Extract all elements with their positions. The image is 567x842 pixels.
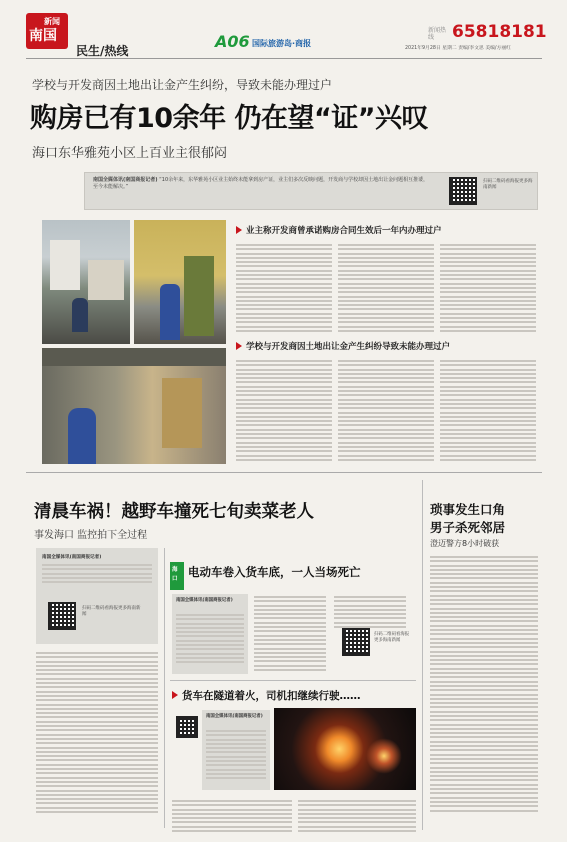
section-heading-1	[236, 224, 536, 236]
lead-subhead: 海口东华雅苑小区上百业主很郁闷	[32, 146, 228, 161]
story4-summary-box	[202, 710, 270, 790]
story3-body-col2	[334, 594, 406, 630]
triangle-marker-icon	[236, 226, 242, 234]
story2-headline: 清晨车祸！越野车撞死七旬卖菜老人	[34, 502, 314, 522]
story4-body-col1	[172, 798, 292, 834]
summary-byline: 南国全媒体讯(南国商报记者)	[93, 177, 158, 183]
page-number: A06	[215, 32, 250, 51]
lead-qr-code	[449, 177, 477, 205]
lead-body-col1	[236, 242, 332, 336]
story4-qr-code	[176, 716, 198, 738]
section-heading-2	[236, 340, 536, 352]
story3-qr-caption: 扫码二维码看海报更多海南新闻	[374, 632, 410, 643]
section-label: 民生/热线	[76, 44, 129, 58]
triangle-marker-icon	[236, 342, 242, 350]
page-topic: 国际旅游岛·商报	[252, 39, 312, 48]
story5-headline-line1: 琐事发生口角	[430, 502, 506, 517]
story3-badge	[170, 562, 184, 590]
lead-body-col4	[236, 358, 332, 464]
story3-headline: 电动车卷入货车底，一人当场死亡	[188, 565, 361, 579]
lead-photo-building	[134, 220, 226, 344]
story3-body-col1	[254, 594, 326, 674]
story4-photo-fire	[274, 708, 416, 790]
section-heading-2-text: 学校与开发商因土地出让金产生纠纷导致未能办理过户	[246, 342, 451, 352]
newspaper-logo	[26, 13, 68, 49]
story2-subhead: 事发海口 监控拍下全过程	[34, 530, 148, 541]
lead-kicker: 学校与开发商因土地出让金产生纠纷，导致未能办理过户	[32, 78, 333, 92]
column-divider-2	[422, 480, 423, 830]
lead-body-col3	[440, 242, 536, 336]
lead-photo-corridor	[42, 348, 226, 464]
story3-summary-box	[172, 594, 248, 674]
section-heading-1-text: 业主称开发商曾承诺购房合同生效后一年内办理过户	[246, 226, 442, 236]
triangle-marker-icon	[172, 691, 178, 699]
lead-summary-box	[84, 172, 538, 210]
masthead-divider	[26, 58, 542, 59]
story4-headline: 货车在隧道着火，司机扣继续行驶……	[182, 690, 361, 702]
story5-headline-line2: 男子杀死邻居	[430, 520, 506, 535]
story3-qr-code	[342, 628, 370, 656]
hotline-label: 新闻热线	[428, 27, 447, 41]
story2-summary-box	[36, 548, 158, 644]
story2-qr-code	[48, 602, 76, 630]
story2-body	[36, 650, 158, 822]
story3-badge-text: 海口	[172, 567, 178, 582]
lead-headline: 购房已有10余年 仍在望“证”兴叹	[30, 103, 428, 134]
masthead	[0, 0, 567, 62]
story3-byline: 南国全媒体讯(南国商报记者)	[176, 598, 233, 603]
logo-main-text: 南国	[29, 28, 57, 44]
summary-body: “10余年来，东华雅苑小区业主始终未能拿到房产证，业主们多次反映问题，开发商与学校却因土地出让金问题相互推诿，至今未能解决。”	[93, 177, 429, 190]
logo-top-text: 新闻	[44, 17, 60, 26]
lead-body-col5	[338, 358, 434, 464]
lead-qr-caption: 扫码二维码看海报更多海南新闻	[483, 179, 533, 190]
story3-divider	[170, 680, 416, 681]
summary-text	[93, 177, 433, 191]
story4-heading	[172, 688, 416, 702]
lead-photo-street	[42, 220, 130, 344]
story5-subhead: 澄迈警方8小时破获	[430, 539, 500, 548]
story4-byline: 南国全媒体讯(南国商报记者)	[206, 714, 263, 719]
story2-qr-caption: 扫码二维码看海报更多海南新闻	[82, 606, 141, 617]
lead-divider	[26, 472, 542, 473]
date-line: 2021年9月28日 星期二 责编/李文思 美编/方丽红	[405, 46, 511, 51]
lead-body-col6	[440, 358, 536, 464]
column-divider-1	[164, 548, 165, 828]
story5-body	[430, 554, 538, 830]
lead-body-col2	[338, 242, 434, 336]
story4-body-col2	[298, 798, 416, 834]
hotline-number: 65818181	[452, 22, 547, 42]
story2-byline: 南国全媒体讯(南国商报记者)	[42, 555, 102, 560]
